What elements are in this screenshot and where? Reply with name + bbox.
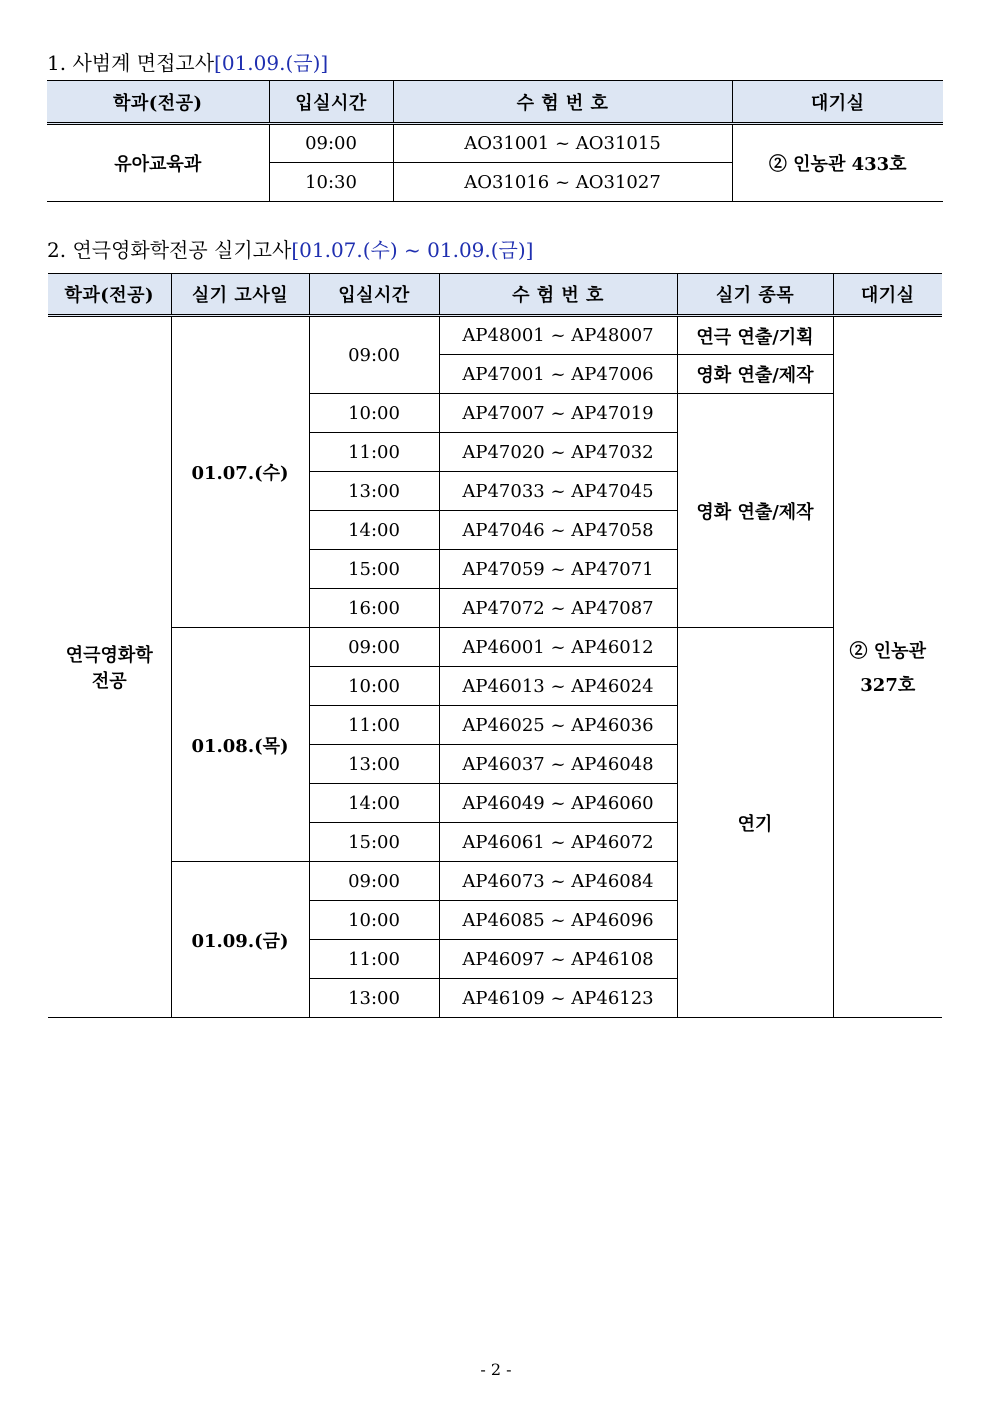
- range-cell: AP48001 ~ AP48007: [439, 316, 677, 355]
- section1-title: [47, 47, 328, 76]
- time-cell: 15:00: [309, 550, 439, 589]
- range-cell: AP47007 ~ AP47019: [439, 394, 677, 433]
- range-cell: AP46013 ~ AP46024: [439, 667, 677, 706]
- time-cell: 13:00: [309, 472, 439, 511]
- department-line1: 연극영화학: [65, 645, 153, 666]
- subject-cell: 영화 연출/제작: [677, 355, 833, 394]
- range-cell: AP47046 ~ AP47058: [439, 511, 677, 550]
- header-department: 학과(전공): [48, 274, 171, 316]
- time-cell: 10:30: [269, 163, 393, 202]
- header-exam-number: 수 험 번 호: [439, 274, 677, 316]
- room-cell: [833, 316, 942, 1018]
- range-cell: AP47059 ~ AP47071: [439, 550, 677, 589]
- range-cell: AO31001 ~ AO31015: [393, 124, 732, 163]
- range-cell: AP46001 ~ AP46012: [439, 628, 677, 667]
- practical-exam-table: [48, 273, 942, 1018]
- time-cell: 11:00: [309, 433, 439, 472]
- range-cell: AP46049 ~ AP46060: [439, 784, 677, 823]
- time-cell: 15:00: [309, 823, 439, 862]
- range-cell: AP46097 ~ AP46108: [439, 940, 677, 979]
- time-cell: 10:00: [309, 667, 439, 706]
- header-entry-time: 입실시간: [309, 274, 439, 316]
- range-cell: AP47033 ~ AP47045: [439, 472, 677, 511]
- time-cell: 10:00: [309, 394, 439, 433]
- section2-title-prefix: 2. 연극영화학전공 실기고사: [47, 238, 292, 262]
- range-cell: AP47072 ~ AP47087: [439, 589, 677, 628]
- time-cell: 09:00: [309, 862, 439, 901]
- date-cell: 01.07.(수): [171, 316, 309, 628]
- header-exam-number: 수 험 번 호: [393, 81, 732, 124]
- section2-title-date: [01.07.(수) ~ 01.09.(금)]: [291, 238, 534, 262]
- time-cell: 09:00: [269, 124, 393, 163]
- time-cell: 10:00: [309, 901, 439, 940]
- header-entry-time: 입실시간: [269, 81, 393, 124]
- header-department: 학과(전공): [47, 81, 269, 124]
- page-number: - 2 -: [480, 1360, 512, 1379]
- range-cell: AP46085 ~ AP46096: [439, 901, 677, 940]
- time-cell: 09:00: [309, 628, 439, 667]
- department-cell: [48, 316, 171, 1018]
- range-cell: AP46073 ~ AP46084: [439, 862, 677, 901]
- date-cell: 01.09.(금): [171, 862, 309, 1018]
- department-cell: 유아교육과: [47, 124, 269, 202]
- time-cell: 14:00: [309, 784, 439, 823]
- range-cell: AP46025 ~ AP46036: [439, 706, 677, 745]
- room-line2: 327호: [860, 675, 916, 696]
- section1-title-date: [01.09.(금)]: [214, 51, 329, 75]
- range-cell: AP47020 ~ AP47032: [439, 433, 677, 472]
- time-cell: 13:00: [309, 979, 439, 1018]
- interview-schedule-table: [47, 80, 943, 202]
- time-cell: 11:00: [309, 706, 439, 745]
- date-cell: 01.08.(목): [171, 628, 309, 862]
- range-cell: AP47001 ~ AP47006: [439, 355, 677, 394]
- header-exam-date: 실기 고사일: [171, 274, 309, 316]
- time-cell: 11:00: [309, 940, 439, 979]
- header-waiting-room: 대기실: [833, 274, 942, 316]
- header-subject: 실기 종목: [677, 274, 833, 316]
- time-cell: 16:00: [309, 589, 439, 628]
- subject-cell: 영화 연출/제작: [677, 394, 833, 628]
- room-cell: ② 인농관 433호: [732, 124, 943, 202]
- range-cell: AO31016 ~ AO31027: [393, 163, 732, 202]
- room-line1: ② 인농관: [849, 641, 926, 662]
- header-waiting-room: 대기실: [732, 81, 943, 124]
- section2-title: [47, 234, 533, 263]
- subject-cell: 연극 연출/기획: [677, 316, 833, 355]
- range-cell: AP46037 ~ AP46048: [439, 745, 677, 784]
- subject-cell: 연기: [677, 628, 833, 1018]
- time-cell: 13:00: [309, 745, 439, 784]
- time-cell: 14:00: [309, 511, 439, 550]
- section1-title-prefix: 1. 사범계 면접고사: [47, 51, 215, 75]
- range-cell: AP46061 ~ AP46072: [439, 823, 677, 862]
- range-cell: AP46109 ~ AP46123: [439, 979, 677, 1018]
- time-cell: 09:00: [309, 316, 439, 394]
- department-line2: 전공: [91, 671, 127, 692]
